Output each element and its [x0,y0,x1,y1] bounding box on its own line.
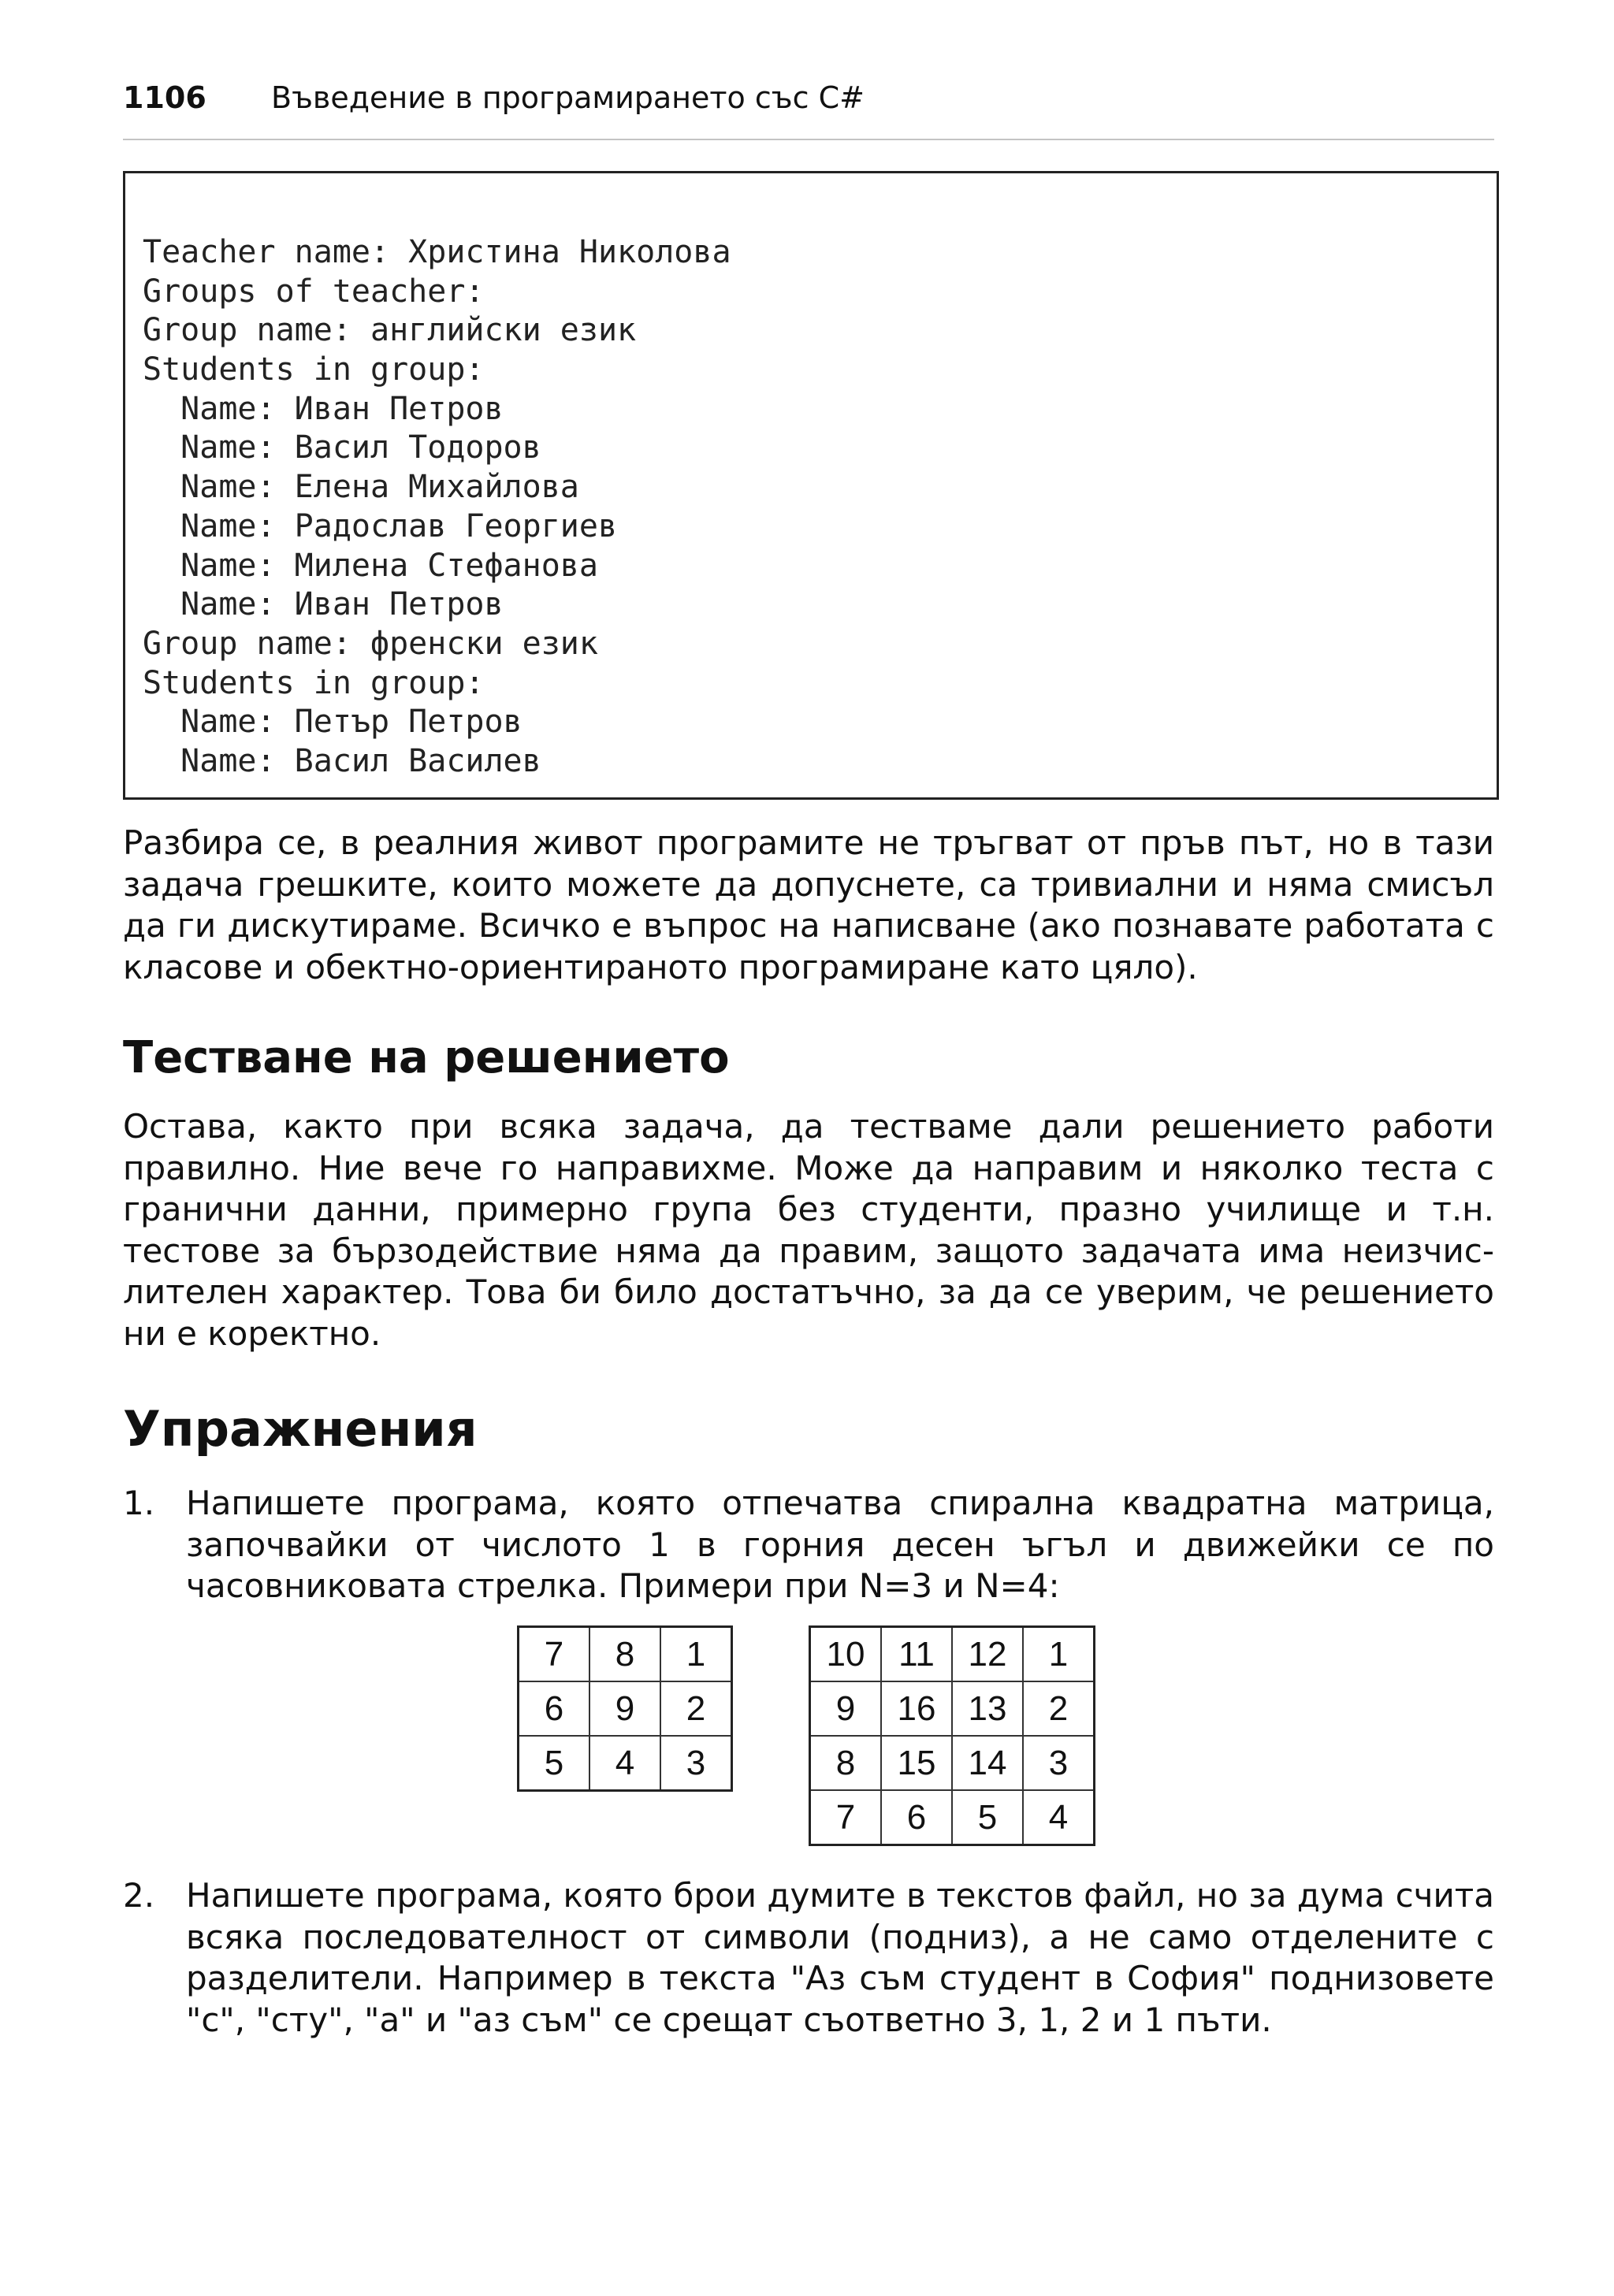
matrix-cell: 16 [881,1681,952,1736]
spiral-matrix-n3 [517,1625,733,1792]
header-divider [123,139,1494,140]
intro-paragraph: Разбира се, в реалния живот програмите не тръгват от пръв път, но в тази задача грешките, които можете да допуснете, са тривиални и няма смисъл да ги дискутираме. Всичко е въпрос на написване (ако познавате работата с класове и обектно-ориентираното програмиране като цяло). [123,823,1494,986]
page-number: 1106 [123,80,206,115]
matrix-cell: 14 [952,1736,1023,1790]
code-line: Group name: английски език [143,312,637,349]
matrix-cell: 10 [810,1627,882,1682]
code-line: Name: Иван Петров [143,390,504,427]
matrix-cell: 5 [952,1790,1023,1845]
code-line: Groups of teacher: [143,273,485,310]
matrix-cell: 2 [660,1681,732,1736]
matrix-cell: 6 [881,1790,952,1845]
matrix-cell: 1 [660,1627,732,1682]
matrix-cell: 3 [1023,1736,1095,1790]
matrix-cell: 12 [952,1627,1023,1682]
matrix-cell: 4 [1023,1790,1095,1845]
matrix-cell: 1 [1023,1627,1095,1682]
matrix-cell: 15 [881,1736,952,1790]
matrix-cell: 13 [952,1681,1023,1736]
exercise-text: Напишете програма, която отпечатва спирална квадратна матрица, започвайки от числото 1 в горния десен ъгъл и движейки се по часовниковата стрелка. Примери при N=3 и N=4: [186,1484,1494,1606]
code-line: Name: Елена Михайлова [143,469,579,506]
matrix-cell: 5 [519,1736,590,1791]
code-line: Name: Радослав Георгиев [143,507,618,544]
code-output-lines [143,233,731,782]
page-header [123,82,1494,113]
code-line: Teacher name: Христина Николова [143,234,731,270]
testing-paragraph: Остава, както при всяка задача, да тестваме дали решението работи правилно. Ние вече го направихме. Може да направим и няколко теста с гранични данни, примерно група без студенти, празно училище и т.н. тестове за бързодействие няма да правим, защото задачата има неизчислителен характер. Това би било достатъчно, за да се уверим, че решението ни е коректно. [123,1107,1494,1353]
code-line: Students in group: [143,664,485,701]
matrix-cell: 8 [810,1736,882,1790]
matrix-cell: 4 [589,1736,660,1791]
matrix-cell: 2 [1023,1681,1095,1736]
code-line: Name: Васил Тодоров [143,429,541,466]
exercise-text: Напишете програма, която брои думите в текстов файл, но за дума счита всяка последователност от символи (подниз), а не само отделените с разделители. Например в текста "Аз съм студент в София" поднизовете "с", "сту", "а" и "аз съм" се срещат съответно 3, 1, 2 и 1 пъти. [186,1876,1494,2039]
matrix-cell: 9 [810,1681,882,1736]
code-line: Group name: френски език [143,625,598,662]
code-line: Name: Иван Петров [143,586,504,623]
code-line: Name: Васил Василев [143,742,541,779]
list-number: 2. [123,1876,155,1915]
matrix-cell: 7 [810,1790,882,1845]
section-heading-exercises: Упражнения [123,1400,478,1458]
spiral-matrix-n4 [809,1625,1095,1846]
section-heading-testing: Тестване на решението [123,1032,730,1083]
matrix-cell: 7 [519,1627,590,1682]
matrix-cell: 6 [519,1681,590,1736]
list-number: 1. [123,1484,155,1522]
code-line: Name: Милена Стефанова [143,547,598,584]
matrix-cell: 3 [660,1736,732,1791]
matrix-cell: 9 [589,1681,660,1736]
code-line: Name: Петър Петров [143,704,523,741]
code-output-box [123,171,1499,800]
matrix-cell: 11 [881,1627,952,1682]
code-line: Students in group: [143,351,485,388]
matrix-cell: 8 [589,1627,660,1682]
book-title: Въведение в програмирането със C# [271,80,865,115]
